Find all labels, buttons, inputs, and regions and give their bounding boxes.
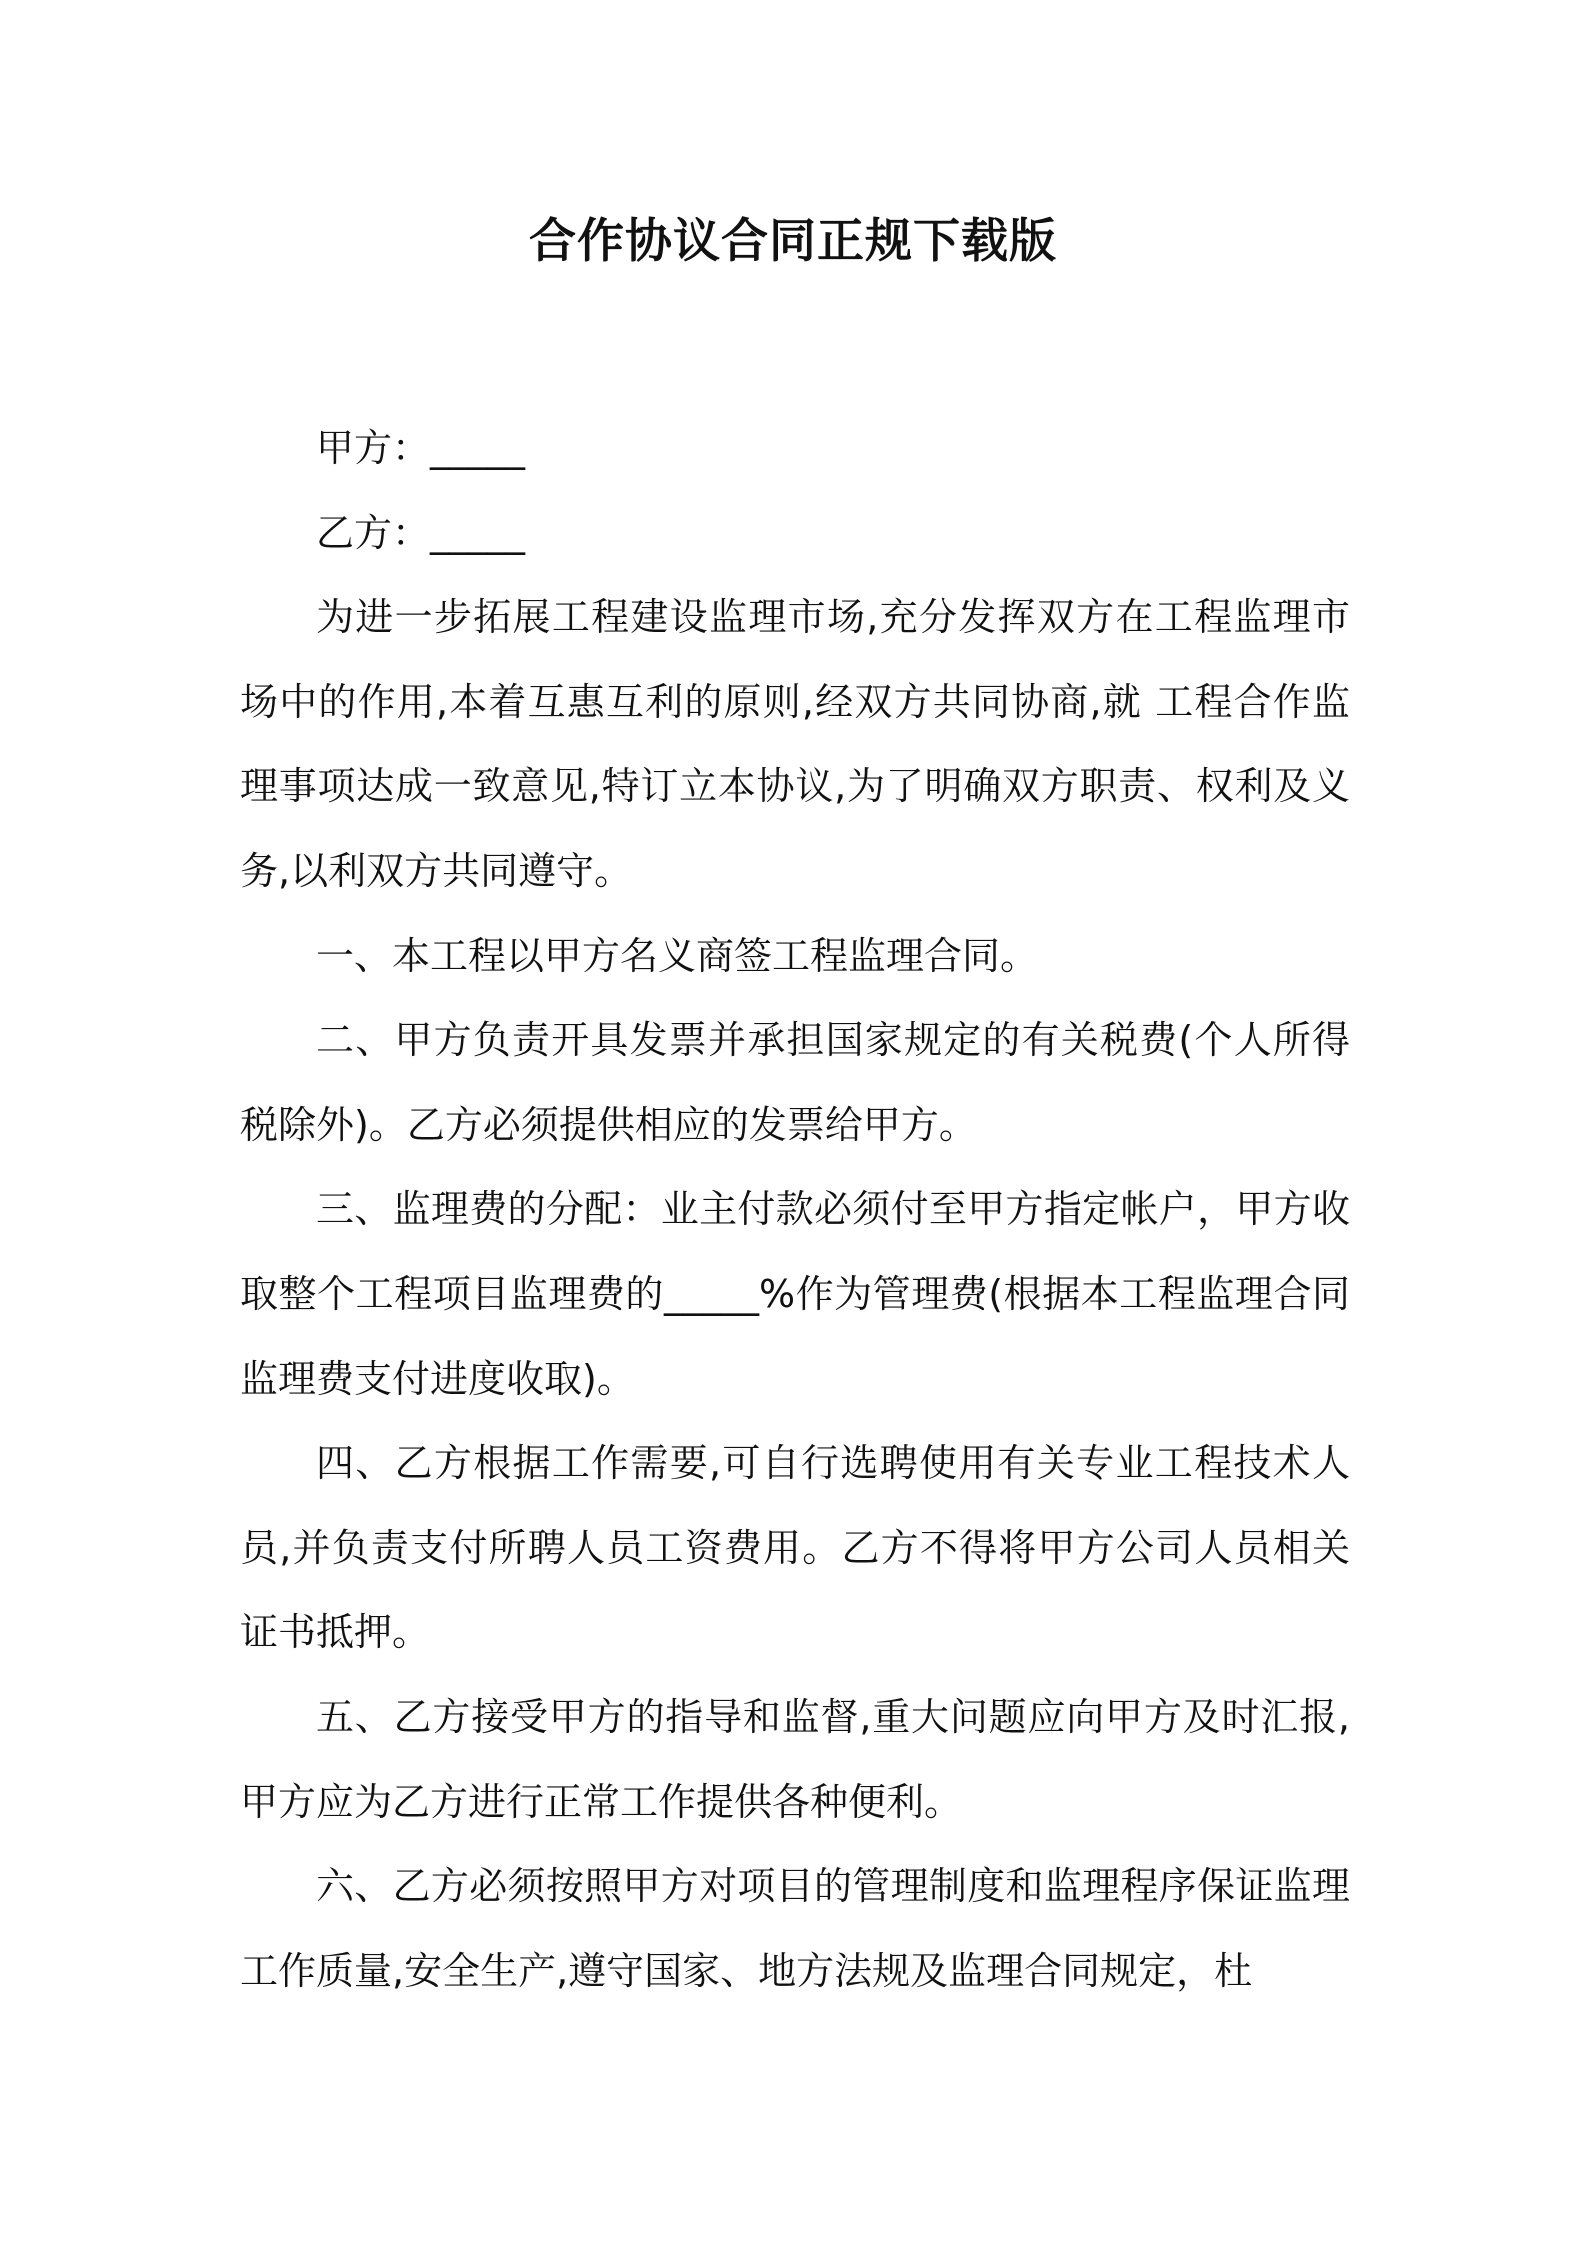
clause-1: 一、本工程以甲方名义商签工程监理合同。 xyxy=(316,933,1039,978)
clause-5: 五、乙方接受甲方的指导和监督,重大问题应向甲方及时汇报,甲方应为乙方进行正常工作提供各种便利。 xyxy=(240,1694,1350,1824)
party-b-line: 乙方：_____ xyxy=(316,510,526,555)
preamble-paragraph: 为进一步拓展工程建设监理市场,充分发挥双方在工程监理市场中的作用,本着互惠互利的原则,经双方共同协商,就 工程合作监理事项达成一致意见,特订立本协议,为了明确双方职责、权利及义务,以利双方共同遵守。 xyxy=(240,595,1350,893)
party-a-line: 甲方：_____ xyxy=(316,426,526,470)
clause-2: 二、甲方负责开具发票并承担国家规定的有关税费(个人所得税除外)。乙方必须提供相应的发票给甲方。 xyxy=(240,1018,1350,1147)
document-body xyxy=(240,406,1350,2013)
clause-6: 六、乙方必须按照甲方对项目的管理制度和监理程序保证监理工作质量,安全生产,遵守国家、地方法规及监理合同规定，杜 xyxy=(240,1864,1350,1993)
clause-4: 四、乙方根据工作需要,可自行选聘使用有关专业工程技术人员,并负责支付所聘人员工资费用。乙方不得将甲方公司人员相关证书抵押。 xyxy=(240,1441,1350,1655)
document-title: 合作协议合同正规下载版 xyxy=(529,214,1057,269)
clause-3: 三、监理费的分配：业主付款必须付至甲方指定帐户，甲方收取整个工程项目监理费的_____%作为管理费(根据本工程监理合同监理费支付进度收取)。 xyxy=(240,1187,1350,1401)
